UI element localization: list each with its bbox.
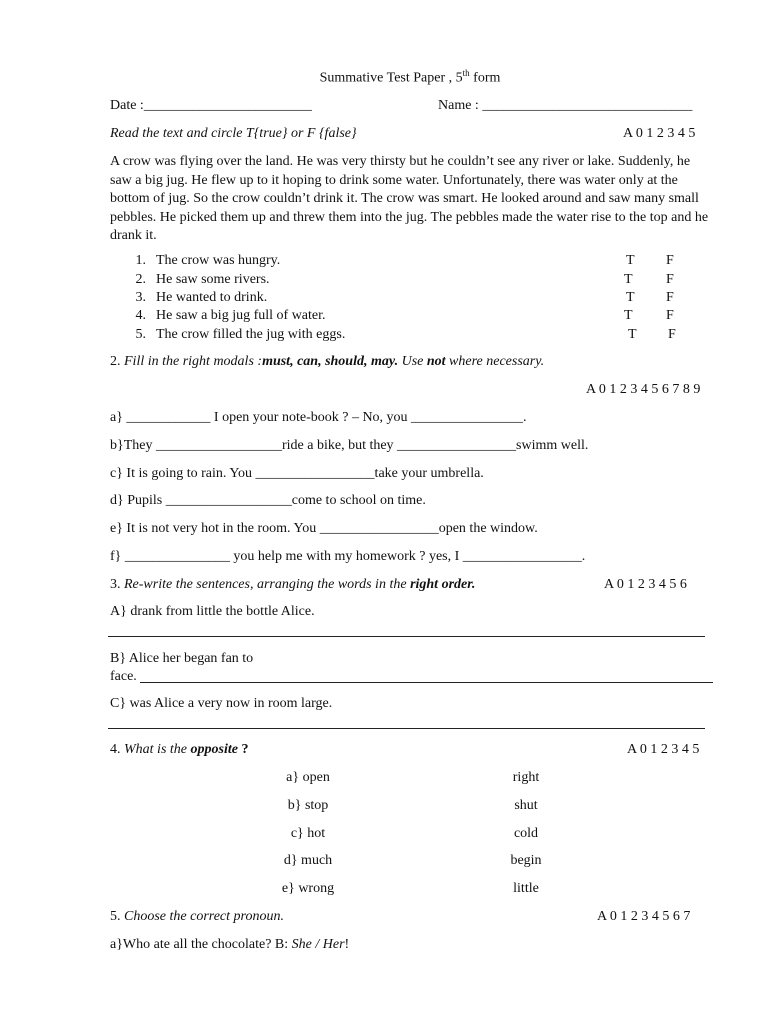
section5-instruction	[110, 909, 284, 925]
instruction-emphasis: opposite	[190, 742, 238, 757]
opposite-word[interactable]: b} stop	[287, 798, 329, 813]
title-text: Summative Test Paper , 5	[319, 70, 463, 86]
tf-item	[130, 327, 690, 345]
tf-item	[130, 253, 690, 271]
question-end: !	[344, 937, 350, 952]
opposite-match[interactable]: begin	[510, 853, 542, 868]
scrambled-sentence-b: B} Alice her began fan to	[110, 651, 254, 666]
section4-score: A 0 1 2 3 4 5	[627, 742, 700, 757]
instruction-part: where necessary.	[445, 354, 545, 369]
tf-item	[130, 290, 690, 308]
instruction-part: Fill in the right modals :	[124, 354, 263, 369]
opposite-match[interactable]: shut	[514, 798, 538, 813]
opposite-match[interactable]: little	[513, 881, 539, 896]
modal-line-a[interactable]: a} ____________ I open your note-book ? – No, you ________________.	[110, 410, 527, 425]
tf-statement: He wanted to drink.	[156, 290, 268, 305]
opposite-word[interactable]: c} hot	[290, 826, 326, 841]
page-title	[0, 68, 768, 87]
scrambled-sentence-c: C} was Alice a very now in room large.	[110, 696, 333, 711]
instruction-part: What is the	[124, 742, 191, 757]
false-option[interactable]: F	[666, 253, 674, 268]
opposite-match[interactable]: right	[512, 770, 540, 785]
answer-line-a[interactable]	[108, 636, 705, 637]
section1-score: A 0 1 2 3 4 5	[623, 126, 696, 141]
scrambled-sentence-b-end: face.	[110, 669, 137, 684]
modal-line-d[interactable]: d} Pupils __________________come to school on time.	[110, 493, 426, 508]
answer-line-b[interactable]	[140, 682, 713, 683]
scrambled-sentence-a: A} drank from little the bottle Alice.	[110, 604, 315, 619]
opposite-word[interactable]: e} wrong	[281, 881, 335, 896]
modal-line-f[interactable]: f} _______________ you help me with my homework ? yes, I _________________.	[110, 549, 586, 564]
instruction-not: not	[426, 354, 446, 369]
title-end: form	[469, 70, 501, 86]
instruction-part: Use	[398, 354, 427, 369]
true-option[interactable]: T	[626, 253, 635, 268]
section3-instruction	[110, 577, 475, 593]
pronoun-options[interactable]: She / Her	[291, 937, 345, 952]
false-option[interactable]: F	[666, 290, 674, 305]
name-field[interactable]: Name : ______________________________	[438, 98, 693, 113]
tf-item	[130, 272, 690, 290]
question-text: a}Who ate all the chocolate? B:	[110, 937, 292, 952]
opposite-word[interactable]: d} much	[283, 853, 333, 868]
modal-line-b[interactable]: b}They __________________ride a bike, but they _________________swimm well.	[110, 438, 589, 453]
tf-statement: He saw some rivers.	[156, 272, 270, 287]
tf-statement: He saw a big jug full of water.	[156, 308, 326, 323]
answer-line-c[interactable]	[108, 728, 705, 729]
section2-score: A 0 1 2 3 4 5 6 7 8 9	[586, 382, 701, 397]
section1-instruction: Read the text and circle T{true} or F {false}	[110, 126, 357, 141]
true-option[interactable]: T	[624, 308, 633, 323]
tf-statement: The crow was hungry.	[156, 253, 281, 268]
false-option[interactable]: F	[666, 272, 674, 287]
instruction-part: Re-write the sentences, arranging the words in the	[124, 577, 411, 592]
true-option[interactable]: T	[628, 327, 637, 342]
tf-num: 4.	[135, 308, 146, 323]
false-option[interactable]: F	[668, 327, 676, 342]
section2-instruction	[110, 354, 544, 370]
date-field[interactable]: Date :________________________	[110, 98, 312, 113]
true-option[interactable]: T	[626, 290, 635, 305]
section-number: 3.	[110, 577, 124, 592]
tf-num: 3.	[135, 290, 146, 305]
section5-score: A 0 1 2 3 4 5 6 7	[597, 909, 691, 924]
instruction-part: Choose the correct pronoun.	[124, 909, 284, 924]
section-number: 4.	[110, 742, 124, 757]
true-option[interactable]: T	[624, 272, 633, 287]
section-number: 5.	[110, 909, 124, 924]
tf-num: 5.	[135, 327, 146, 342]
title-superscript: th	[462, 68, 470, 78]
section4-instruction	[110, 742, 248, 758]
modal-line-c[interactable]: c} It is going to rain. You _________________take your umbrella.	[110, 466, 484, 481]
instruction-modals: must, can, should, may.	[262, 354, 399, 369]
tf-item	[130, 308, 690, 326]
tf-num: 2.	[135, 272, 146, 287]
false-option[interactable]: F	[666, 308, 674, 323]
section-number: 2.	[110, 354, 124, 369]
reading-text: A crow was flying over the land. He was very thirsty but he couldn’t see any river or lake. Suddenly, he saw a big jug. He flew up to it hoping to drink some water. Unfortunately, there was water only at the bottom of jug. So the crow couldn’t drink it. The crow was smart. He looked around and saw many small pebbles. He picked them up and threw them into the jug. The pebbles made the water rise to the top and he drank it.	[110, 154, 709, 243]
instruction-emphasis: right order.	[410, 577, 476, 592]
modal-line-e[interactable]: e} It is not very hot in the room. You _________________open the window.	[110, 521, 538, 536]
tf-num: 1.	[135, 253, 146, 268]
pronoun-question-a	[110, 937, 349, 953]
opposite-word[interactable]: a} open	[286, 770, 330, 785]
section3-score: A 0 1 2 3 4 5 6	[604, 577, 687, 592]
tf-statement: The crow filled the jug with eggs.	[156, 327, 346, 342]
opposite-match[interactable]: cold	[513, 826, 539, 841]
instruction-part: ?	[237, 742, 249, 757]
